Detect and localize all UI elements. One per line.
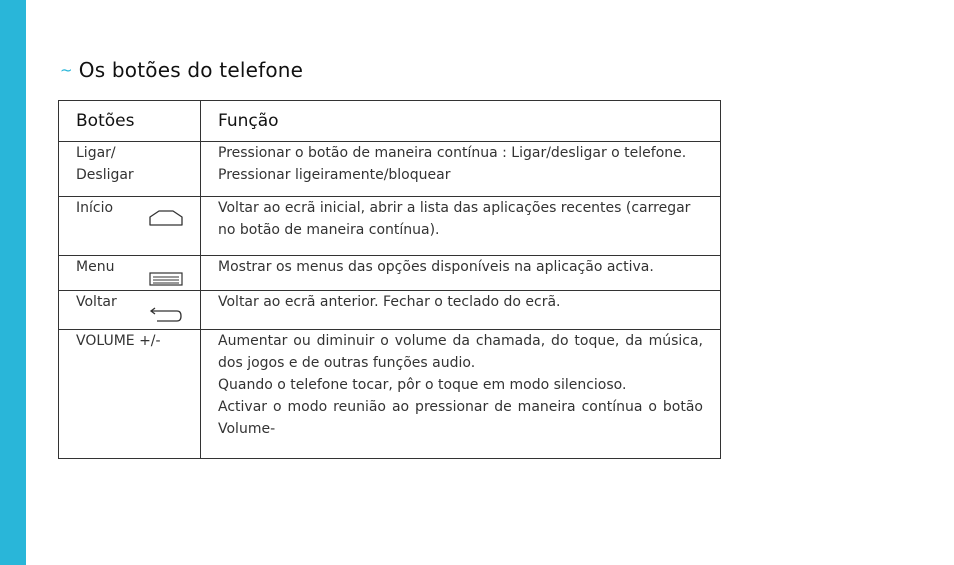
table-row (59, 291, 721, 330)
button-function: Pressionar o botão de maneira contínua : Ligar/desligar o telefone. Pressionar ligeiramente/bloquear (201, 142, 721, 197)
volume-function-line-3: Activar o modo reunião ao pressionar de maneira contínua o botão Volume- (218, 399, 703, 437)
title-text: Os botões do telefone (78, 58, 304, 82)
home-icon (149, 210, 183, 226)
table-header-row (59, 101, 721, 142)
home-label: Início (76, 200, 114, 216)
button-name: VOLUME +/- (59, 330, 201, 459)
table-row (59, 256, 721, 291)
title-tilde: ~ (60, 61, 73, 79)
power-label: Ligar/ Desligar (76, 145, 134, 183)
volume-function-line-1: Aumentar ou diminuir o volume da chamada, do toque, da música, dos jogos e de outras funções audio. (218, 333, 703, 371)
table-row (59, 330, 721, 459)
volume-function-line-2: Quando o telefone tocar, pôr o toque em modo silencioso. (218, 377, 627, 393)
button-function (201, 330, 721, 459)
header-buttons: Botões (59, 101, 201, 142)
section-title (60, 58, 303, 82)
buttons-table (58, 100, 721, 459)
button-function: Mostrar os menus das opções disponíveis na aplicação activa. (201, 256, 721, 291)
table-row (59, 197, 721, 256)
button-name (59, 256, 201, 291)
back-icon (149, 307, 183, 323)
button-name (59, 197, 201, 256)
button-name (59, 291, 201, 330)
button-function: Voltar ao ecrã inicial, abrir a lista das aplicações recentes (carregar no botão de maneira contínua). (201, 197, 721, 256)
back-label: Voltar (76, 294, 117, 310)
button-function: Voltar ao ecrã anterior. Fechar o teclado do ecrã. (201, 291, 721, 330)
table-row (59, 142, 721, 197)
side-accent-bar (0, 0, 26, 565)
button-name (59, 142, 201, 197)
menu-icon (149, 272, 183, 286)
menu-label: Menu (76, 259, 115, 275)
header-function: Função (201, 101, 721, 142)
